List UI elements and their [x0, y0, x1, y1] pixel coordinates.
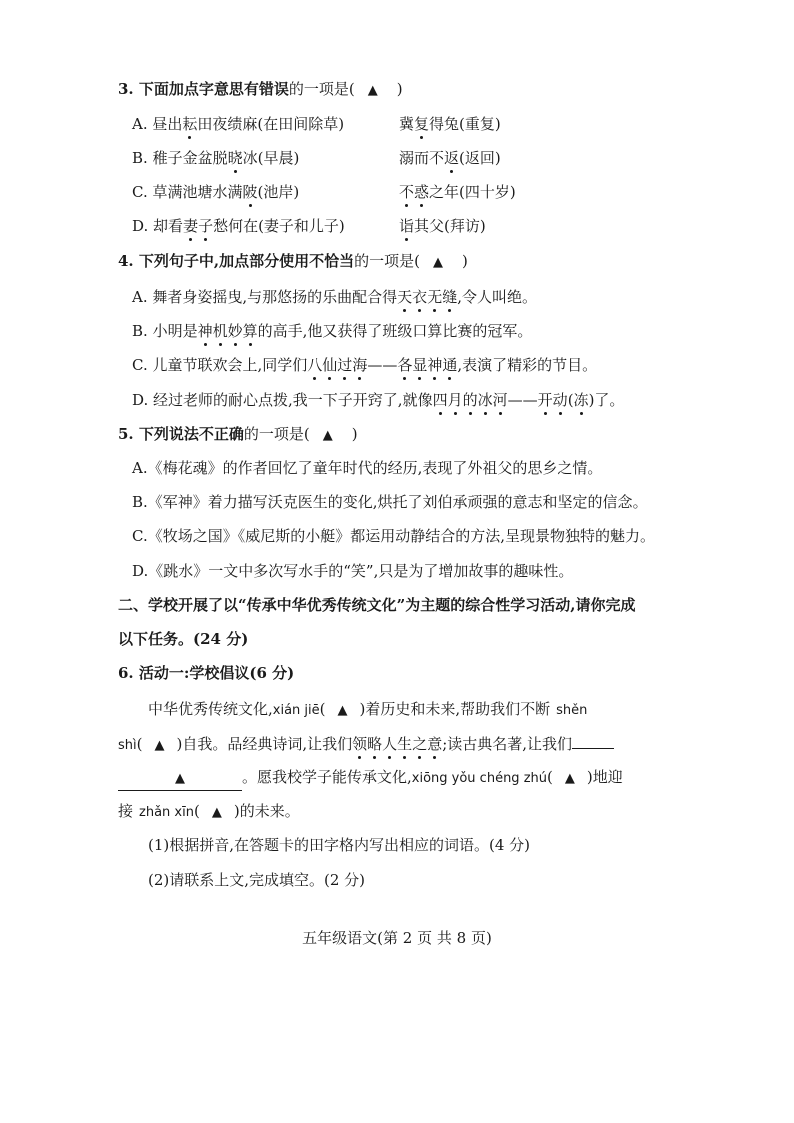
- q4-stem-text: 4. 下列句子中,加点部分使用: [118, 252, 310, 270]
- dotted-phrase: [307, 356, 457, 374]
- dotted-char: 耘: [182, 115, 198, 133]
- option-text: 冰(早晨): [242, 149, 300, 167]
- dotted-char: 衣: [412, 288, 428, 306]
- paren-close: ): [359, 700, 366, 718]
- section-2-heading: 二、学校开展了以“传承中华优秀传统文化”为主题的综合性学习活动,请你完成: [118, 596, 636, 614]
- q6-passage-line3: [118, 766, 623, 791]
- q5-option-c: C.《牧场之国》《威尼斯的小艇》都运用动静结合的方法,呈现景物独特的魅力。: [132, 527, 655, 545]
- option-text: 冀: [399, 115, 415, 133]
- option-text: 得兔(重复): [429, 115, 501, 133]
- dotted-char: 缝: [442, 288, 458, 306]
- dotted-char: 意: [427, 735, 443, 753]
- dotted-char: 河: [492, 391, 508, 409]
- option-label: D.: [132, 217, 154, 235]
- option-text: 小明是: [152, 322, 198, 340]
- dotted-char: [399, 183, 429, 201]
- dotted-phrase: [198, 322, 258, 340]
- option-text: 稚子金盆脱: [152, 149, 228, 167]
- fill-blank[interactable]: [572, 732, 614, 749]
- dotted-char: 复: [414, 115, 430, 133]
- q5-option-b: B.《军神》着力描写沃克医生的变化,烘托了刘伯承顽强的意志和坚定的信念。: [132, 493, 648, 511]
- option-text: 溺而不: [399, 149, 445, 167]
- section-2-heading-cont: 以下任务。(24 分): [118, 630, 249, 648]
- q4-stem-tail: 的一项是(: [354, 252, 420, 270]
- dotted-char: [414, 115, 429, 133]
- q5-stem-close: ): [351, 425, 358, 443]
- option-text: 的高手,他又获得了班级口算比赛的冠军。: [257, 322, 533, 340]
- option-label: D.: [132, 391, 154, 409]
- paren-close: ): [586, 768, 593, 786]
- dotted-char: ): [588, 391, 595, 409]
- q6-passage-line4: [118, 800, 300, 824]
- q3-option-c: [132, 181, 299, 203]
- dotted-char: [182, 115, 197, 133]
- dotted-char: 领: [352, 735, 368, 753]
- option-label: C.: [132, 356, 153, 374]
- passage-text: ;读古典名著,让我们: [442, 735, 573, 753]
- option-text: 昼出: [152, 115, 183, 133]
- option-text: 田夜绩麻(在田间除草): [197, 115, 345, 133]
- dotted-char: [399, 217, 414, 235]
- dotted-char: 无: [427, 288, 443, 306]
- dotted-char: 妙: [227, 322, 243, 340]
- paren-open: (: [193, 802, 200, 820]
- option-text: (池岸): [257, 183, 300, 201]
- dotted-char: 诣: [399, 217, 415, 235]
- dotted-char: —: [522, 391, 538, 409]
- q3-option-b: [132, 147, 299, 169]
- option-label: B.: [132, 149, 153, 167]
- dotted-phrase: [352, 735, 442, 753]
- dotted-char: 返: [444, 149, 460, 167]
- dotted-char: 开: [537, 391, 553, 409]
- option-text: 之年(四十岁): [429, 183, 516, 201]
- dotted-char: 神: [427, 356, 443, 374]
- answer-blank-mark: ▲: [564, 771, 575, 786]
- option-text: 愁何在(妻子和儿子): [213, 217, 345, 235]
- passage-text: 地迎: [592, 768, 623, 786]
- pinyin: xián jiē: [272, 703, 320, 718]
- pinyin: shì: [118, 738, 137, 753]
- option-text: ,表演了精彩的节目。: [457, 356, 598, 374]
- answer-blank-mark: ▲: [211, 805, 222, 820]
- dotted-char: 略: [367, 735, 383, 753]
- q3-option-a-right: [399, 113, 501, 135]
- q3-option-a: [132, 113, 344, 135]
- dotted-char: 陂: [242, 183, 258, 201]
- dotted-char: [228, 149, 243, 167]
- dotted-char: 惑: [414, 183, 430, 201]
- passage-text: 的未来。: [239, 802, 300, 820]
- q4-stem: [118, 250, 468, 274]
- dotted-char: 算: [242, 322, 258, 340]
- dotted-char: 的: [462, 391, 478, 409]
- option-label: C.: [132, 183, 153, 201]
- dotted-char: 仙: [322, 356, 338, 374]
- option-text: 却看: [153, 217, 184, 235]
- dotted-char: 冻: [573, 391, 589, 409]
- answer-blank-mark: ▲: [337, 703, 348, 718]
- q5-emphasis: 不正确: [198, 425, 244, 443]
- q3-option-c-right: [399, 181, 516, 203]
- dotted-char: 子: [198, 217, 214, 235]
- dotted-char: 天: [397, 288, 413, 306]
- paren-close: ): [233, 802, 240, 820]
- page-footer: 五年级语文(第 2 页 共 8 页): [302, 929, 492, 947]
- q6-passage-line1: [148, 698, 587, 722]
- q6-subquestion-2: (2)请联系上文,完成填空。(2 分): [148, 871, 366, 889]
- dotted-phrase: [433, 391, 595, 409]
- option-label: A.: [132, 288, 153, 306]
- dotted-char: 晓: [227, 149, 243, 167]
- dotted-char: [243, 183, 258, 201]
- dotted-char: [444, 149, 459, 167]
- dotted-char: 冰: [477, 391, 493, 409]
- q4-option-c: [132, 354, 597, 376]
- paren-open: (: [319, 700, 326, 718]
- option-text: 草满池塘水满: [152, 183, 243, 201]
- q3-option-d-right: [399, 215, 486, 237]
- fill-blank[interactable]: ▲: [118, 768, 242, 791]
- dotted-char: 机: [212, 322, 228, 340]
- q3-option-b-right: [399, 147, 501, 169]
- dotted-char: —: [382, 356, 398, 374]
- q5-option-a: A.《梅花魂》的作者回忆了童年时代的经历,表现了外祖父的思乡之情。: [132, 459, 603, 477]
- dotted-char: 八: [307, 356, 323, 374]
- dotted-char: [183, 217, 213, 235]
- option-text: 儿童节联欢会上,同学们: [152, 356, 308, 374]
- dotted-char: 不: [399, 183, 415, 201]
- passage-text: 接: [118, 802, 134, 820]
- q6-title: 6. 活动一:学校倡议(6 分): [118, 664, 295, 682]
- q6-subquestion-1: (1)根据拼音,在答题卡的田字格内写出相应的词语。(4 分): [148, 836, 531, 854]
- q4-stem-close: ): [461, 252, 468, 270]
- dotted-char: 之: [412, 735, 428, 753]
- q5-option-d: D.《跳水》一文中多次写水手的“笑”,只是为了增加故事的趣味性。: [132, 562, 574, 580]
- passage-text: 自我。品经典诗词,让我们: [182, 735, 353, 753]
- dotted-char: 神: [197, 322, 213, 340]
- pinyin: zhǎn xīn: [139, 805, 194, 820]
- dotted-char: 过: [337, 356, 353, 374]
- paren-open: (: [136, 735, 143, 753]
- q5-stem-text: 5. 下列说法: [118, 425, 199, 443]
- pinyin: shěn: [556, 703, 588, 718]
- answer-blank-mark: ▲: [432, 255, 443, 270]
- q3-emphasis: 有错误: [243, 80, 289, 98]
- dotted-char: 四: [432, 391, 448, 409]
- option-text: 经过老师的耐心点拨,我一下子开窍了,就像: [153, 391, 433, 409]
- q4-option-b: [132, 320, 532, 342]
- q4-emphasis: 不恰当: [309, 252, 355, 270]
- dotted-char: 月: [447, 391, 463, 409]
- q6-passage-line2: [118, 732, 614, 757]
- dotted-char: 显: [412, 356, 428, 374]
- passage-text: 中华优秀传统文化,: [148, 700, 273, 718]
- q4-option-d: [132, 389, 624, 411]
- dotted-char: 生: [397, 735, 413, 753]
- q3-stem-tail: 的一项是(: [288, 80, 355, 98]
- q5-stem-tail: 的一项是(: [243, 425, 310, 443]
- dotted-phrase: [397, 288, 457, 306]
- option-text: 舞者身姿摇曳,与那悠扬的乐曲配合得: [152, 288, 398, 306]
- dotted-char: 人: [382, 735, 398, 753]
- answer-blank-mark: ▲: [322, 428, 333, 443]
- dotted-char: 海: [352, 356, 368, 374]
- option-text: (返回): [459, 149, 501, 167]
- dotted-char: 动: [552, 391, 568, 409]
- pinyin: xiōng yǒu chéng zhú: [411, 771, 547, 786]
- answer-blank-mark: ▲: [367, 83, 378, 98]
- dotted-char: 各: [397, 356, 413, 374]
- q3-stem-close: ): [396, 80, 403, 98]
- dotted-char: —: [507, 391, 523, 409]
- dotted-char: (: [567, 391, 574, 409]
- option-label: A.: [132, 115, 153, 133]
- q4-option-a: [132, 286, 537, 308]
- option-text: ,令人叫绝。: [457, 288, 537, 306]
- option-label: B.: [132, 322, 153, 340]
- q3-option-d: [132, 215, 345, 237]
- q3-stem-text: 3. 下面加点字意思: [118, 80, 244, 98]
- option-text: 其父(拜访): [414, 217, 486, 235]
- q5-stem: [118, 423, 358, 447]
- answer-blank-mark: ▲: [154, 738, 165, 753]
- dotted-char: —: [367, 356, 383, 374]
- passage-text: 着历史和未来,帮助我们不断: [365, 700, 551, 718]
- dotted-char: 妻: [183, 217, 199, 235]
- paren-open: (: [547, 768, 553, 786]
- paren-close: ): [176, 735, 183, 753]
- q3-stem: [118, 78, 403, 102]
- passage-text: 。愿我校学子能传承文化,: [242, 768, 412, 786]
- option-text: 了。: [594, 391, 625, 409]
- dotted-char: 通: [442, 356, 458, 374]
